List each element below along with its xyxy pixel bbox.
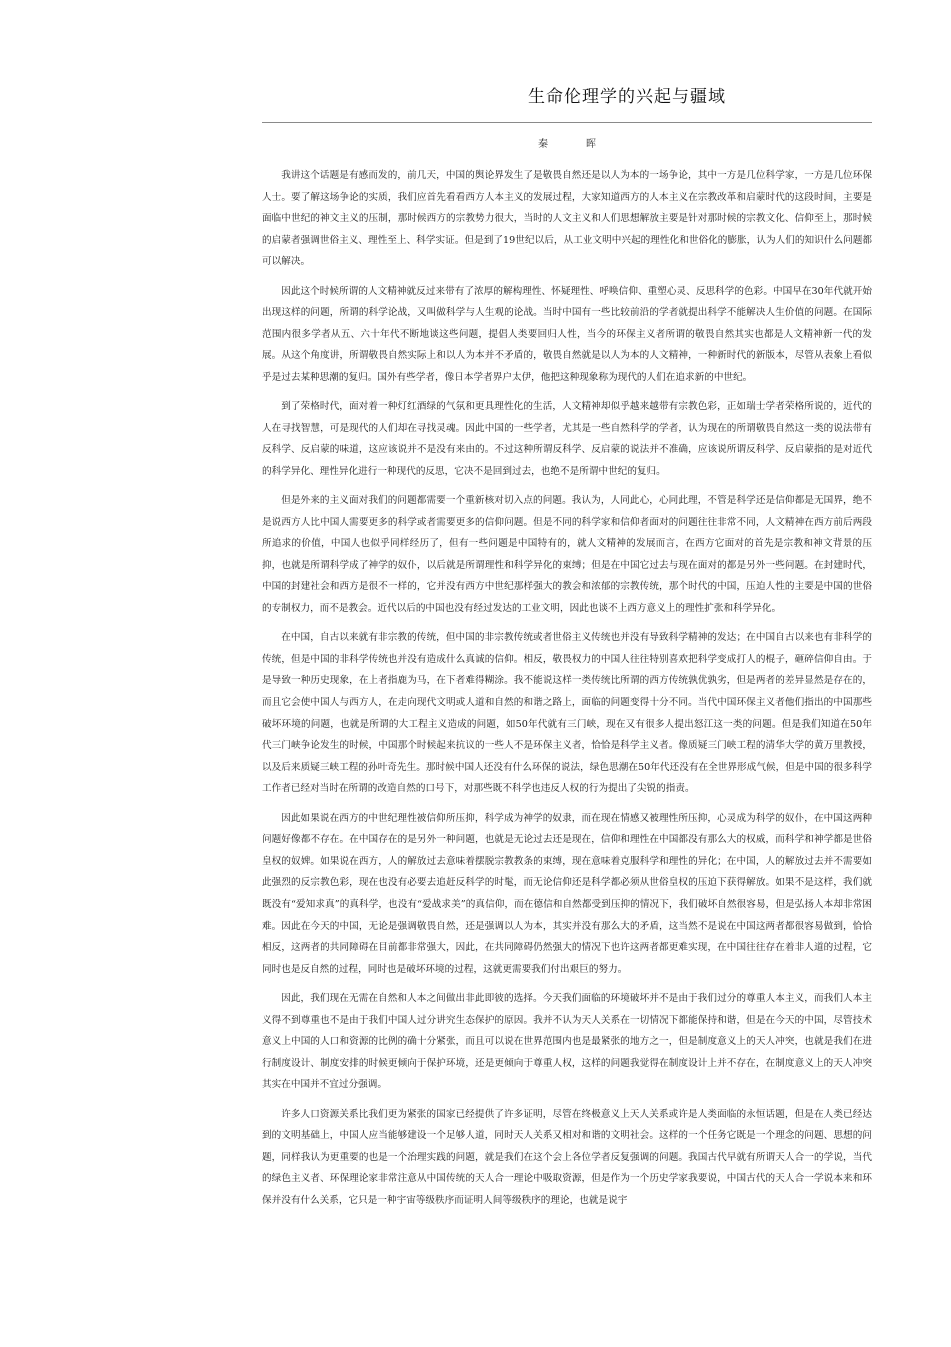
author-name: 秦 晖: [538, 139, 610, 150]
article-title: 生命伦理学的兴起与疆域: [528, 87, 726, 107]
paragraph: 但是外来的主义面对我们的问题都需要一个重新核对切入点的问题。我认为，人同此心，心同此理，不管是科学还是信仰都是无国界，绝不是说西方人比中国人需要更多的科学或者需要更多的信仰问题。但是不同的科学家和信仰者面对的问题往往非常不同，人文精神在西方前后两段所追求的价值，中国人也似乎同样经历了，但有一些问题是中国特有的，就人文精神的发展而言，在西方它面对的首先是宗教和神文背景的压抑，也就是所谓科学成了神学的奴仆，以后就是所谓理性和科学异化的束缚；但是在中国它过去与现在面对的都是另外一些问题。在封建时代，中国的封建社会和西方是很不一样的，它并没有西方中世纪那样强大的教会和浓郁的宗教传统，那个时代的中国，压迫人性的主要是中国的世俗的专制权力，而不是教会。近代以后的中国也没有经过发达的工业文明，因此也谈不上西方意义上的理性扩张和科学异化。: [262, 495, 872, 615]
article: [262, 0, 872, 1219]
title-divider: [262, 122, 872, 123]
paragraph: 许多人口资源关系比我们更为紧张的国家已经提供了许多证明，尽管在终极意义上天人关系或许是人类面临的永恒话题，但是在人类已经达到的文明基础上，中国人应当能够建设一个足够人道，同时天人关系又相对和谐的文明社会。这样的一个任务它既是一个理念的问题、思想的问题，同样我认为更重要的也是一个治理实践的问题，就是我们在这个会上各位学者反复强调的问题。我国古代早就有所谓天人合一的学说，当代的绿色主义者、环保理论家非常注意从中国传统的天人合一理论中吸取资源，但是作为一个历史学家我要说，中国古代的天人合一学说本来和环保并没有什么关系，它只是一种宇宙等级秩序而证明人间等级秩序的理论，也就是说宇: [262, 1108, 872, 1206]
paragraph: 到了荣格时代，面对着一种灯红酒绿的气氛和更具理性化的生活，人文精神却似乎越来越带有宗教色彩，正如瑞士学者荣格所说的，近代的人在寻找智慧，可是现代的人们却在寻找灵魂。因此中国的一些学者，尤其是一些自然科学的学者，认为现在的所谓敬畏自然这一类的说法带有反科学、反启蒙的味道，这应该说并不是没有来由的。不过这种所谓反科学、反启蒙的说法并不准确，应该说所谓反科学、反启蒙指的是对近代的科学异化、理性异化进行一种现代的反思，它决不是回到过去，也绝不是所谓中世纪的复归。: [262, 401, 872, 477]
paragraph: 因此这个时候所谓的人文精神就反过来带有了浓厚的解构理性、怀疑理性、呼唤信仰、重塑心灵、反思科学的色彩。中国早在30年代就开始出现这样的问题，所谓的科学论战，又叫做科学与人生观的论战。当时中国有一些比较前沿的学者就提出科学不能解决人生价值的问题。在国际范围内很多学者从五、六十年代不断地谈这些问题，提倡人类要回归人性，当今的环保主义者所谓的敬畏自然其实也都是人文精神新一代的发展。从这个角度讲，所谓敬畏自然实际上和以人为本并不矛盾的，敬畏自然就是以人为本的人文精神，一种新时代的新版本，尽管从表象上看似乎是过去某种思潮的复归。国外有些学者，像日本学者界户太伊，他把这种现象称为现代的人们在追求新的中世纪。: [262, 285, 872, 383]
paragraph: 因此如果说在西方的中世纪理性被信仰所压抑，科学成为神学的奴隶，而在现在情感又被理性所压抑，心灵成为科学的奴仆，在中国这两种问题好像都不存在。在中国存在的是另外一种问题，也就是无论过去还是现在，信仰和理性在中国都没有那么大的权威，而科学和神学都是世俗皇权的奴婢。如果说在西方，人的解放过去意味着摆脱宗教教条的束缚，现在意味着克服科学和理性的异化；在中国，人的解放过去并不需要如此强烈的反宗教色彩，现在也没有必要去追赶反科学的时髦，而无论信仰还是科学都必须从世俗皇权的压迫下获得解放。如果不是这样，我们就既没有“爱知求真”的真科学，也没有“爱战求美”的真信仰，而在德信和自然都受到压抑的情况下，我们破坏自然很容易，但是弘扬人本却非常困难。因此在今天的中国，无论是强调敬畏自然，还是强调以人为本，其实并没有那么大的矛盾，这当然不是说在中国这两者都很容易做到，恰恰相反，这两者的共同障碍在目前都非常强大，因此，在共同障碍仍然强大的情况下也许这两者都更难实现，在中国往往存在着非人道的过程，它同时也是反自然的过程，同时也是破坏环境的过程，这就更需要我们付出艰巨的努力。: [262, 812, 872, 975]
article-body: [262, 165, 872, 1211]
paragraph: 因此，我们现在无需在自然和人本之间做出非此即彼的选择。今天我们面临的环境破坏并不是由于我们过分的尊重人本主义，而我们人本主义得不到尊重也不是由于我们中国人过分讲究生态保护的原因。我并不认为天人关系在一切情况下都能保持和谐，但是在今天的中国，尽管技术意义上中国的人口和资源的比例的确十分紧张，而且可以说在世界范围内也是最紧张的地方之一，但是制度意义上的天人冲突，也就是我们在进行制度设计、制度安排的时候更倾向于保护环境，还是更倾向于尊重人权，这样的问题我觉得在制度设计上并不存在，在制度意义上的天人冲突其实在中国并不宜过分强调。: [262, 992, 872, 1091]
paragraph: 我讲这个话题是有感而发的，前几天，中国的舆论界发生了是敬畏自然还是以人为本的一场争论，其中一方是几位科学家，一方是几位环保人士。要了解这场争论的实质，我们应首先看看西方人本主义的发展过程，大家知道西方的人本主义在宗教改革和启蒙时代的这段时间，主要是面临中世纪的神文主义的压制，那时候西方的宗教势力很大，当时的人文主义和人们思想解放主要是针对那时候的宗教文化、信仰至上，那时候的启蒙者强调世俗主义、理性至上、科学实证。但是到了19世纪以后，从工业文明中兴起的理性化和世俗化的膨胀，认为人们的知识什么问题都可以解决。: [262, 170, 872, 268]
paragraph: 在中国，自古以来就有非宗教的传统，但中国的非宗教传统或者世俗主义传统也并没有导致科学精神的发达；在中国自古以来也有非科学的传统，但是中国的非科学传统也并没有造成什么真诚的信仰。相反，敬畏权力的中国人往往特别喜欢把科学变成打人的棍子，砸碎信仰自由。于是导致一种历史现象，在上者指鹿为马，在下者难得糊涂。我不能说这样一类传统比所谓的西方传统孰优孰劣，但是两者的差异显然是存在的，而且它会使中国人与西方人，在走向现代文明或人道和自然的和谐之路上，面临的问题变得十分不同。当代中国环保主义者他们指出的中国那些破坏环境的问题，也就是所谓的大工程主义造成的问题，如50年代就有三门峡，现在又有很多人提出怒江这一类的问题。但是我们知道在50年代三门峡争论发生的时候，中国那个时候起来抗议的一些人不是环保主义者，恰恰是科学主义者。像质疑三门峡工程的清华大学的黄万里教授，以及后来质疑三峡工程的孙叶奇先生。那时候中国人还没有什么环保的说法，绿色思潮在50年代还没有在全世界形成气候，但是中国的很多科学工作者已经对当时在所谓的改造自然的口号下，对那些既不科学也违反人权的行为提出了尖锐的指责。: [262, 632, 872, 795]
